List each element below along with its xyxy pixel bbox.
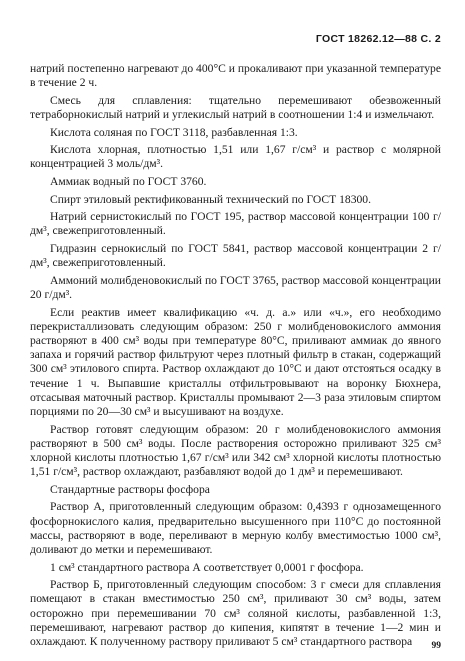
paragraph: Кислота соляная по ГОСТ 3118, разбавленная 1:3. bbox=[50, 125, 298, 139]
paragraph: Стандартные растворы фосфора bbox=[50, 482, 210, 496]
paragraph: Аммоний молибденовокислый по ГОСТ 3765, раствор массовой концентрации 20 г/дм³. bbox=[30, 273, 441, 301]
paragraph: Раствор Б, приготовленный следующим способом: 3 г смеси для сплавления помещают в стакан вместимостью 250 см³, приливают 30 см³ воды, затем осторожно при перемешивании 70 см³ соляной кислоты, разбавленной 1:3, перемешивают, нагревают раствор до кипения, кипятят в течение 1—2 мин и охлаждают. К полученному раствору приливают 5 см³ стандартного раствора bbox=[30, 578, 441, 648]
paragraph: Раствор готовят следующим образом: 20 г молибденовокислого аммония растворяют в 500 см³ воды. После растворения осторожно приливают 325 см³ хлорной кислоты плотностью 1,67 г/см³ или 342 см³ хлорной кислоты плотностью 1,51 г/см³, раствор охлаждают, разбавляют водой до 1 дм³ и перемешивают. bbox=[30, 422, 441, 479]
paragraph: Спирт этиловый ректификованный технический по ГОСТ 18300. bbox=[50, 192, 372, 206]
paragraph: Аммиак водный по ГОСТ 3760. bbox=[50, 174, 207, 188]
paragraph: 1 см³ стандартного раствора А соответствует 0,0001 г фосфора. bbox=[50, 560, 364, 574]
paragraph: Если реактив имеет квалификацию «ч. д. а.» или «ч.», его необходимо перекристаллизовать следующим образом: 250 г молибденовокислого аммония растворяют в 400 см³ воды при температуре 80°С, приливают аммиак до явного запаха и горячий раствор фильтруют через плотный фильтр в стакан, содержащий 300 см³ этилового спирта. Раствор охлаждают до 10°С и дают отстояться осадку в течение 1 ч. Выпавшие кристаллы отфильтровывают на воронку Бюхнера, отсасывая маточный раствор. Кристаллы промывают 2—3 раза этиловым спиртом порциями по 20—30 см³ и высушивают на воздухе. bbox=[30, 305, 441, 418]
page-number: 99 bbox=[431, 641, 441, 651]
paragraph: Смесь для сплавления: тщательно перемешивают обезвоженный тетраборнокислый натрий и углекислый натрий в соотношении 1:4 и измельчают. bbox=[30, 93, 441, 121]
paragraph: Натрий сернистокислый по ГОСТ 195, раствор массовой концентрации 100 г/дм³, свежеприготовленный. bbox=[30, 210, 441, 238]
document-body bbox=[30, 62, 441, 653]
paragraph: Раствор А, приготовленный следующим образом: 0,4393 г однозамещенного фосфорнокислого калия, предварительно высушенного при 110°С до постоянной массы, растворяют в воде, переливают в мерную колбу вместимостью 1000 см³, доливают до метки и перемешивают. bbox=[30, 500, 441, 556]
page-header: ГОСТ 18262.12—88 С. 2 bbox=[315, 33, 441, 45]
paragraph: Гидразин сернокислый по ГОСТ 5841, раствор массовой концентрации 2 г/дм³, свежеприготовленный. bbox=[30, 241, 441, 270]
paragraph: Кислота хлорная, плотностью 1,51 или 1,67 г/см³ и раствор с молярной концентрацией 3 моль/дм³. bbox=[30, 143, 441, 171]
paragraph: натрий постепенно нагревают до 400°С и прокаливают при указанной температуре в течение 2 ч. bbox=[30, 62, 441, 90]
